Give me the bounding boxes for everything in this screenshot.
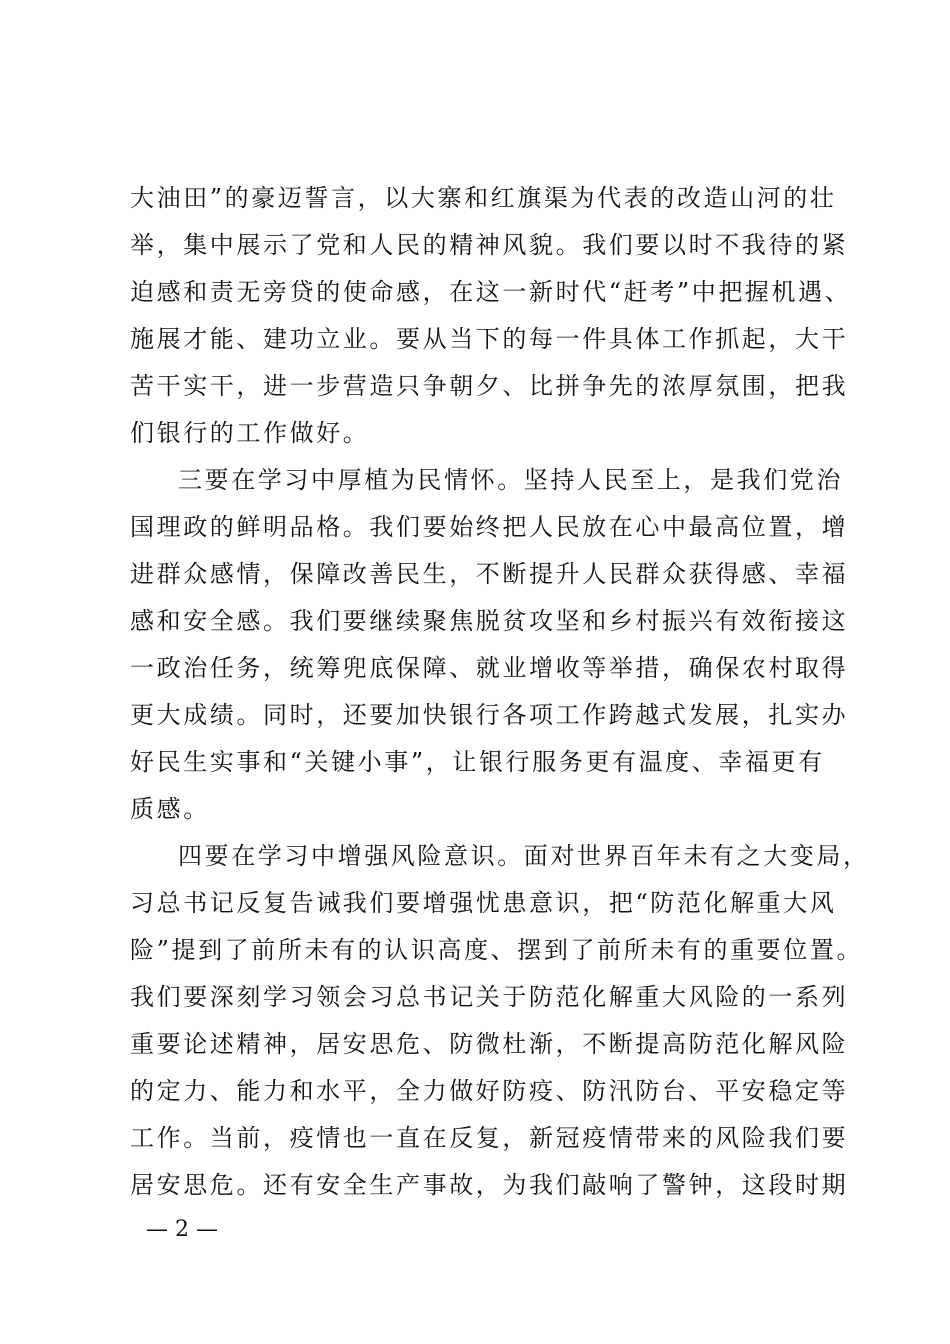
text-line: 举，集中展示了党和人民的精神风貌。我们要以时不我待的紧 <box>130 231 849 259</box>
text-line: 好民生实事和“关键小事”，让银行服务更有温度、幸福更有 <box>130 748 825 776</box>
text-line: 苦干实干，进一步营造只争朝夕、比拼争先的浓厚氛围，把我 <box>130 372 849 400</box>
text-line: 进群众感情，保障改善民生，不断提升人民群众获得感、幸福 <box>130 560 849 588</box>
text-line: 迫感和责无旁贷的使命感，在这一新时代“赶考”中把握机遇、 <box>130 278 852 306</box>
text-line: 习总书记反复告诫我们要增强忧患意识，把“防范化解重大风 <box>130 889 837 917</box>
text-line: 国理政的鲜明品格。我们要始终把人民放在心中最高位置，增 <box>130 513 849 541</box>
paragraph-3-first-line: 三要在学习中厚植为民情怀。坚持人民至上，是我们党治 <box>178 466 843 494</box>
text-line: 居安思危。还有安全生产事故，为我们敲响了警钟，这段时期 <box>130 1171 849 1199</box>
text-line: 险”提到了前所未有的认识高度、摆到了前所未有的重要位置。 <box>130 936 864 964</box>
text-line: 工作。当前，疫情也一直在反复，新冠疫情带来的风险我们要 <box>130 1124 849 1152</box>
page-number: — 2 — <box>146 1217 218 1242</box>
text-line: 大油田”的豪迈誓言，以大寨和红旗渠为代表的改造山河的壮 <box>130 184 837 212</box>
text-line: 我们要深刻学习领会习总书记关于防范化解重大风险的一系列 <box>130 983 849 1011</box>
text-line: 重要论述精神，居安思危、防微杜渐，不断提高防范化解风险 <box>130 1030 849 1058</box>
text-line: 们银行的工作做好。 <box>130 419 370 447</box>
text-line: 一政治任务，统筹兜底保障、就业增收等举措，确保农村取得 <box>130 654 849 682</box>
text-line: 更大成绩。同时，还要加快银行各项工作跨越式发展，扎实办 <box>130 701 849 729</box>
text-line: 质感。 <box>130 795 210 823</box>
text-line: 感和安全感。我们要继续聚焦脱贫攻坚和乡村振兴有效衔接这 <box>130 607 849 635</box>
text-line: 的定力、能力和水平，全力做好防疫、防汛防台、平安稳定等 <box>130 1077 849 1105</box>
paragraph-4-first-line: 四要在学习中增强风险意识。面对世界百年未有之大变局， <box>178 842 870 870</box>
text-line: 施展才能、建功立业。要从当下的每一件具体工作抓起，大干 <box>130 325 849 353</box>
